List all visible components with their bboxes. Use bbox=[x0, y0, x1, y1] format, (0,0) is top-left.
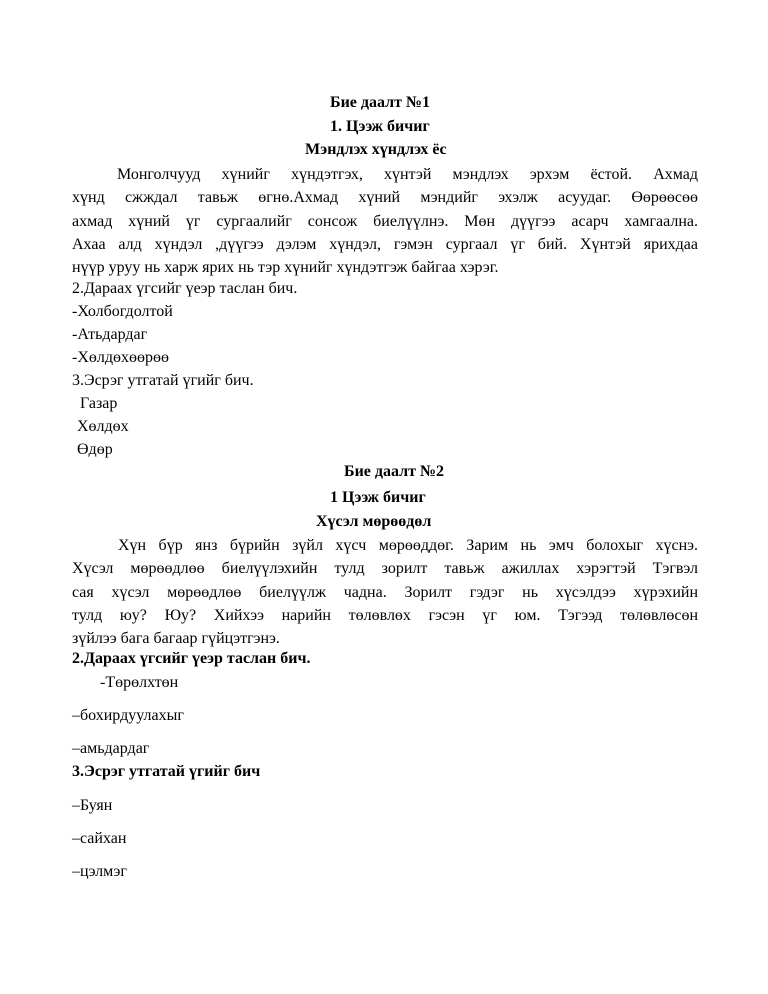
list-item: –цэлмэг bbox=[72, 863, 127, 880]
list-item: –бохирдуулахыг bbox=[72, 707, 184, 724]
paragraph-line: тулд юу? Юу? Хийхээ нарийн төлөвлөх гэсэн үг юм. Тэгээд төлөвлөсөн bbox=[72, 606, 698, 624]
section1-title: Мэндлэх хүндлэх ёс bbox=[305, 141, 447, 158]
paragraph-line: Хүн бүр янз бүрийн зүйл хүсч мөрөөддөг. Зарим нь эмч болохыг хүснэ. bbox=[118, 537, 698, 554]
section1-task2-title: 2.Дараах үгсийг үеэр таслан бич. bbox=[72, 280, 298, 297]
section1-heading: Бие даалт №1 bbox=[330, 94, 431, 111]
section1-paragraph bbox=[72, 163, 698, 279]
list-item: Газар bbox=[80, 395, 118, 412]
paragraph-line: Хүсэл мөрөөдлөө биелүүлэхийн тулд зорилт тавьж ажиллах хэрэгтэй Тэгвэл bbox=[72, 560, 698, 578]
list-item: Хөлдөх bbox=[77, 418, 129, 435]
paragraph-line: Ахаа алд хүндэл ,дүүгээ дэлэм хүндэл, гэмэн сургаал үг бий. Хүнтэй ярихдаа bbox=[72, 235, 698, 253]
section2-task3-title: 3.Эсрэг утгатай үгийг бич bbox=[72, 763, 261, 780]
paragraph-line: Монголчууд хүнийг хүндэтгэх, хүнтэй мэндлэх эрхэм ёстой. Ахмад bbox=[117, 166, 698, 183]
list-item: –Буян bbox=[72, 797, 113, 814]
paragraph-line: зүйлээ бага багаар гүйцэтгэнэ. bbox=[72, 630, 280, 648]
section2-title: Хүсэл мөрөөдөл bbox=[316, 513, 432, 530]
list-item: -Атьдардаг bbox=[72, 326, 148, 343]
section2-task2-title: 2.Дараах үгсийг үеэр таслан бич. bbox=[72, 650, 311, 667]
list-item: -Хөлдөхөөрөө bbox=[72, 349, 170, 366]
section2-heading: Бие даалт №2 bbox=[344, 463, 445, 480]
list-item: –амьдардаг bbox=[72, 740, 150, 757]
section1-subheading: 1. Цээж бичиг bbox=[330, 118, 430, 135]
paragraph-line: нүүр уруу нь харж ярих нь тэр хүнийг хүндэтгэж байгаа хэрэг. bbox=[72, 259, 499, 277]
section2-subheading: 1 Цээж бичиг bbox=[330, 489, 426, 506]
paragraph-line: ахмад хүний үг сургаалийг сонсож биелүүлнэ. Мөн дүүгээ асарч хамгаална. bbox=[72, 212, 698, 230]
list-item: –сайхан bbox=[72, 830, 127, 847]
paragraph-line: хүнд сжждал тавьж өгнө.Ахмад хүний мэндийг эхэлж асуудаг. Өөрөөсөө bbox=[72, 189, 698, 207]
section2-paragraph bbox=[72, 534, 698, 650]
list-item: Өдөр bbox=[77, 441, 113, 458]
list-item: -Холбогдолтой bbox=[72, 303, 173, 320]
section1-task3-title: 3.Эсрэг утгатай үгийг бич. bbox=[72, 372, 254, 389]
paragraph-line: сая хүсэл мөрөөдлөө биелүүлж чадна. Зорилт гэдэг нь хүсэлдээ хүрэхийн bbox=[72, 583, 698, 601]
list-item: -Төрөлхтөн bbox=[100, 674, 179, 691]
